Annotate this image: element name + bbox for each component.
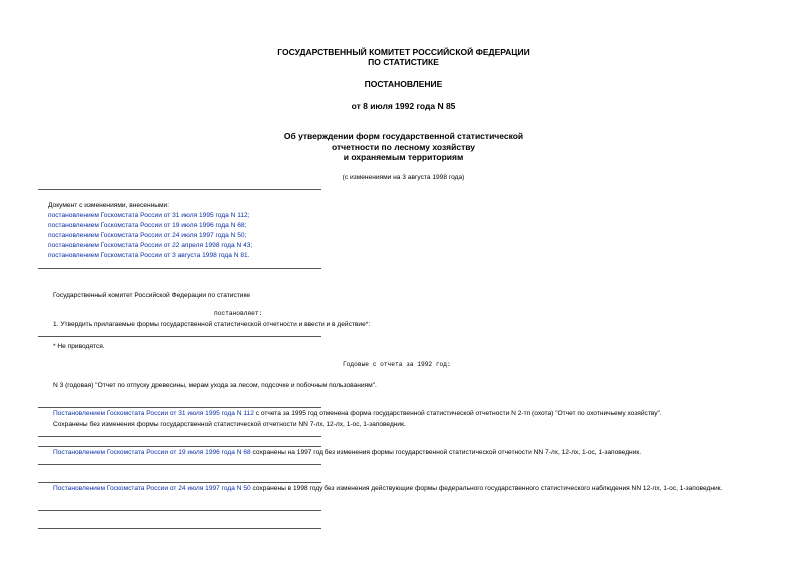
note-1996-link[interactable]: Постановлением Госкомстата России от 19 июля 1996 года N 68: [53, 449, 251, 456]
separator-line: [38, 407, 321, 408]
document-title-line2: отчетности по лесному хозяйству: [332, 142, 475, 152]
item-1-text: 1. Утвердить прилагаемые формы государственной статистической отчетности и ввести и в действие*:: [53, 321, 371, 328]
resolves-text: постановляет:: [214, 310, 263, 317]
note-1995-text: с отчета за 1995 год отменена форма государственной статистической отчетности N 2-тп (охота) "Отчет по охотничьему хозяйству".: [253, 410, 662, 417]
amendment-link-1997[interactable]: постановлением Госкомстата России от 24 июля 1997 года N 50;: [48, 232, 247, 239]
form-n3-text: N 3 (годовая) "Отчет по отпуску древесины, мерам ухода за лесом, подсочке и побочным пользованиям".: [53, 382, 377, 389]
separator-line: [38, 482, 321, 483]
amendment-link-1998-august[interactable]: постановлением Госкомстата России от 3 августа 1998 года N 81.: [48, 252, 250, 259]
document-title-line3: и охраняемым территориям: [343, 152, 464, 162]
note-1995: [53, 409, 662, 419]
amendment-link-1996[interactable]: постановлением Госкомстата России от 19 июля 1996 года N 68;: [48, 222, 247, 229]
footnote-text: * Не приводятся.: [53, 343, 105, 350]
annual-heading: Годовые с отчета за 1992 год:: [343, 361, 451, 368]
edition-note: (с изменениями на 3 августа 1998 года): [342, 174, 465, 181]
note-1995-link[interactable]: Постановлением Госкомстата России от 31 июля 1995 года N 112: [53, 410, 254, 417]
separator-line: [38, 268, 321, 269]
org-name-line1: ГОСУДАРСТВЕННЫЙ КОМИТЕТ РОССИЙСКОЙ ФЕДЕРАЦИИ: [277, 47, 530, 57]
separator-line: [38, 189, 321, 190]
separator-line: [38, 464, 321, 465]
document-type: ПОСТАНОВЛЕНИЕ: [364, 79, 443, 89]
document-title-line1: Об утверждении форм государственной статистической: [283, 131, 524, 141]
note-1996: [53, 448, 641, 458]
note-1997: [38, 484, 769, 494]
org-name-line2: ПО СТАТИСТИКЕ: [368, 57, 439, 67]
separator-line: [38, 528, 321, 529]
note-1997-text: сохранены в 1998 году без изменения действующие формы федерального государственного статистического наблюдения NN 12-лх, 1-ос, 1-заповедник.: [250, 485, 723, 492]
changes-block: [48, 201, 252, 261]
amendment-link-1998-april[interactable]: постановлением Госкомстата России от 22 апреля 1998 года N 43;: [48, 242, 253, 249]
note-1995-continued: Сохранены без изменения формы государственной статистической отчетности NN 7-лх, 12-лх, 1-ос, 1-заповедник.: [53, 421, 406, 428]
separator-line: [38, 510, 321, 511]
note-1997-link[interactable]: Постановлением Госкомстата России от 24 июля 1997 года N 50: [53, 485, 251, 492]
amendment-link-1995[interactable]: постановлением Госкомстата России от 31 июля 1995 года N 112;: [48, 212, 250, 219]
note-1996-text: сохранены на 1997 год без изменения формы государственной статистической отчетности NN 7-лх, 12-лх, 1-ос, 1-заповедник.: [250, 449, 642, 456]
separator-line: [38, 336, 321, 337]
document-date: от 8 июля 1992 года N 85: [351, 101, 456, 111]
separator-line: [38, 446, 321, 447]
issuer-text: Государственный комитет Российской Федерации по статистике: [53, 292, 251, 299]
separator-line: [38, 436, 321, 437]
changes-intro: Документ с изменениями, внесенными:: [48, 202, 170, 209]
